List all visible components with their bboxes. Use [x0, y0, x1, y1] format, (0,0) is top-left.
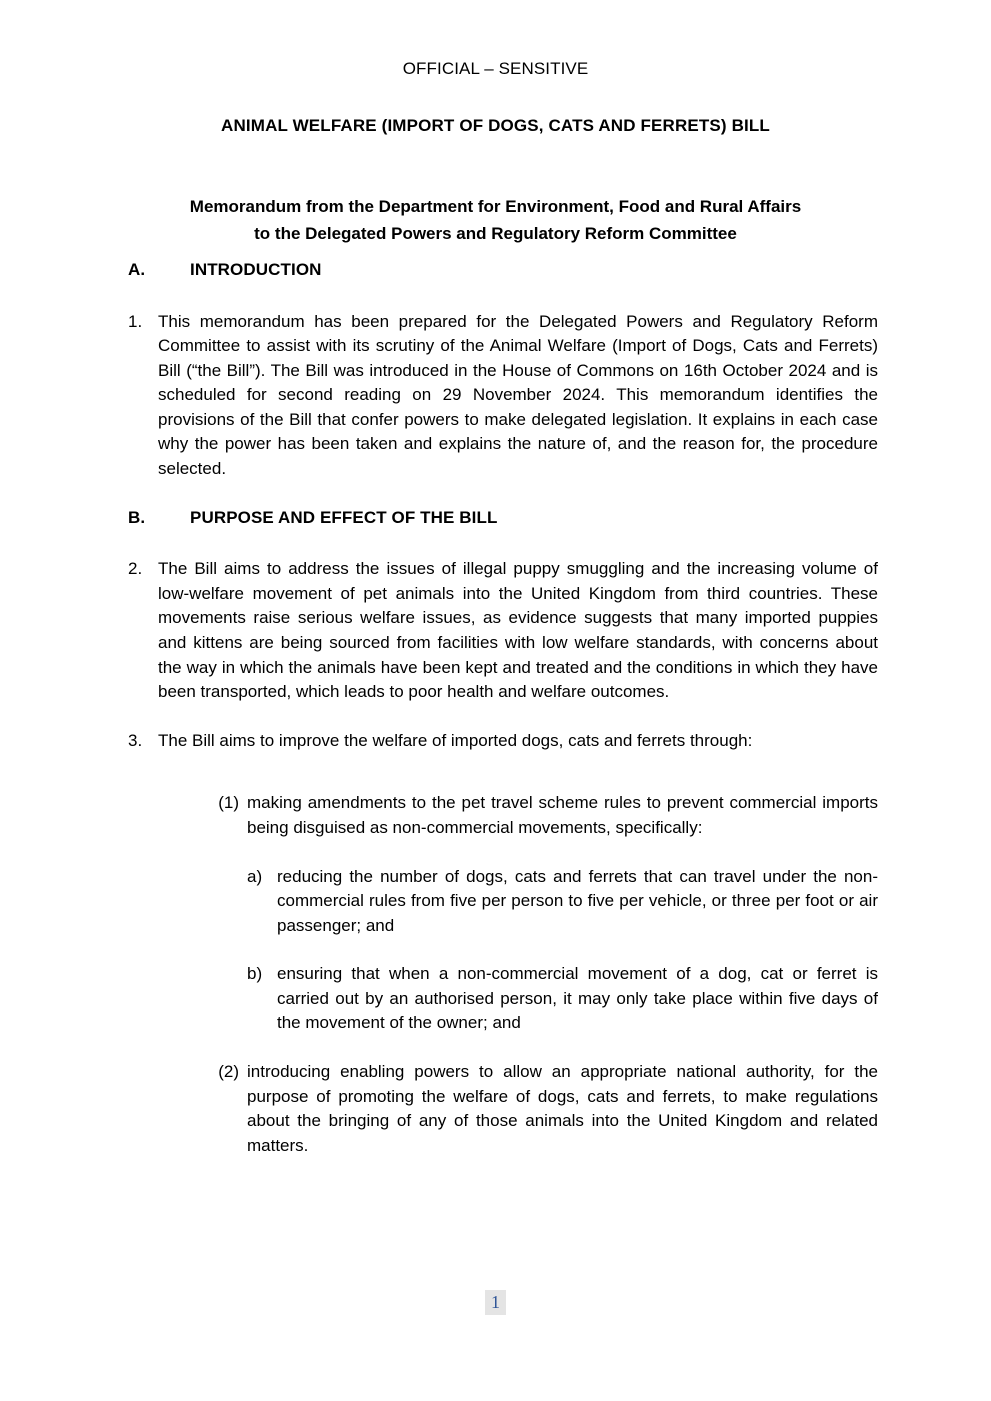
spacer: [0, 938, 991, 962]
bill-title: ANIMAL WELFARE (IMPORT OF DOGS, CATS AND FERRETS) BILL: [221, 116, 770, 135]
paragraph-2-text: The Bill aims to address the issues of illegal puppy smuggling and the increasing volume of low-welfare movement of pet animals into the United Kingdom from third countries. These movements raise serious welfare issues, as evidence suggests that many imported puppies and kittens are being sourced from facilities with low welfare standards, with concerns about the way in which the animals have been kept and treated and the conditions in which they have been transported, which leads to poor health and welfare outcomes.: [158, 559, 878, 702]
list-item-1b-marker: b): [247, 964, 263, 984]
paragraph-3-text: The Bill aims to improve the welfare of imported dogs, cats and ferrets through:: [158, 730, 753, 750]
page-number: 1: [485, 1290, 506, 1315]
page-footer: [0, 1290, 991, 1315]
list-item-1a: [0, 865, 991, 939]
list-item-1: [0, 791, 991, 840]
paragraph-1-marker: 1.: [128, 311, 143, 331]
list-item-1a-text: reducing the number of dogs, cats and ferrets that can travel under the non-commercial rules from five per person to five per vehicle, or three per foot or air passenger; and: [277, 866, 878, 935]
list-item-1-text: making amendments to the pet travel scheme rules to prevent commercial imports being disguised as non-commercial movements, specifically:: [247, 793, 878, 837]
list-item-1b-text: ensuring that when a non-commercial movement of a dog, cat or ferret is carried out by an authorised person, it may only take place within five days of the movement of the owner; and: [277, 964, 878, 1033]
spacer: [0, 482, 991, 506]
spacer: [0, 1036, 991, 1060]
list-item-1a-marker: a): [247, 866, 263, 886]
memorandum-subtitle: [113, 194, 878, 247]
paragraph-1-text: This memorandum has been prepared for the Delegated Powers and Regulatory Reform Committee to assist with its scrutiny of the Animal Welfare (Import of Dogs, Cats and Ferrets) Bill (“the Bill”). The Bill was introduced in the House of Commons on 16th October 2024 and is scheduled for second reading on 29 November 2024. This memorandum identifies the provisions of the Bill that confer powers to make delegated legislation. It explains in each case why the power has been taken and explains the nature of, and the reason for, the procedure selected.: [158, 311, 878, 479]
list-item-2: [0, 1060, 991, 1158]
document-body: [0, 258, 991, 1158]
spacer: [0, 841, 991, 865]
paragraph-2-marker: 2.: [128, 559, 143, 579]
spacer: [0, 753, 991, 791]
section-title-purpose-and-effect: PURPOSE AND EFFECT OF THE BILL: [190, 507, 498, 527]
list-item-1-marker: (1): [218, 793, 239, 813]
section-heading-a: [128, 258, 878, 283]
spacer: [0, 530, 991, 557]
section-heading-b: [128, 506, 878, 531]
paragraph-3-marker: 3.: [128, 730, 143, 750]
memorandum-subtitle-line-1: Memorandum from the Department for Environment, Food and Rural Affairs: [189, 197, 802, 216]
paragraph-3: [0, 729, 991, 754]
list-item-1b: [0, 962, 991, 1036]
classification-marking: OFFICIAL – SENSITIVE: [402, 59, 589, 78]
spacer: [0, 705, 991, 729]
paragraph-1: [0, 310, 991, 482]
paragraph-2: [0, 557, 991, 705]
list-item-2-text: introducing enabling powers to allow an appropriate national authority, for the purpose of promoting the welfare of dogs, cats and ferrets, to make regulations about the bringing of any of those animals into the United Kingdom and related matters.: [247, 1062, 878, 1155]
memorandum-subtitle-line-2: to the Delegated Powers and Regulatory Reform Committee: [254, 223, 737, 243]
section-letter-a: A.: [128, 260, 146, 279]
spacer: [0, 283, 991, 310]
section-letter-b: B.: [128, 507, 146, 527]
section-title-introduction: INTRODUCTION: [190, 260, 322, 279]
list-item-2-marker: (2): [218, 1062, 239, 1082]
